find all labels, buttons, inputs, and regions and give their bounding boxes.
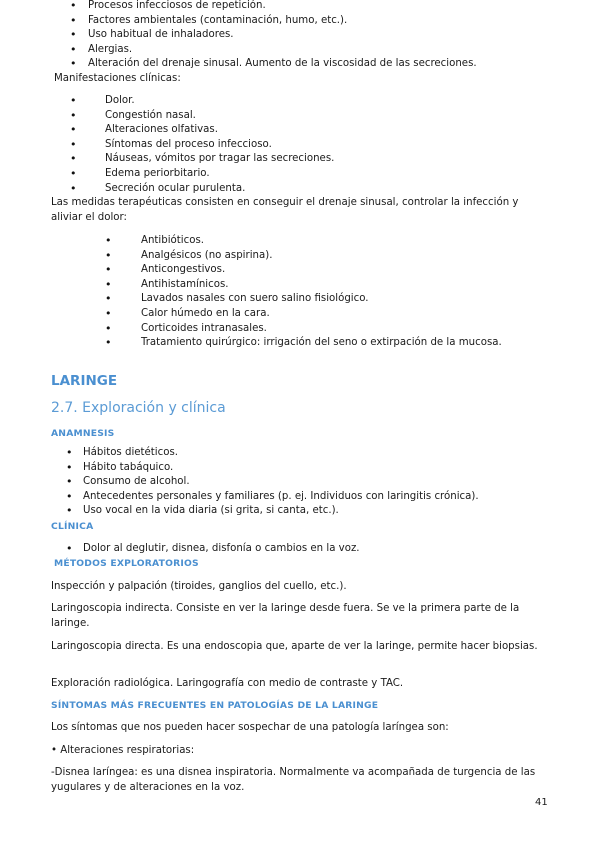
- list-item: • Congestión nasal.: [0, 109, 334, 124]
- list-item: • Náuseas, vómitos por tragar las secreciones.: [0, 152, 334, 167]
- causes-list: [0, 0, 477, 72]
- list-item: • Uso habitual de inhaladores.: [0, 28, 477, 43]
- list-item: • Síntomas del proceso infeccioso.: [0, 138, 334, 153]
- metodos-heading: MÉTODOS EXPLORATORIOS: [54, 558, 199, 569]
- list-item: • Alergias.: [0, 43, 477, 58]
- radiologica-paragraph: Exploración radiológica. Laringografía con medio de contraste y TAC.: [51, 678, 404, 689]
- chapter-heading: LARINGE: [51, 373, 118, 389]
- list-item: • Tratamiento quirúrgico: irrigación del seno o extirpación de la mucosa.: [0, 336, 502, 351]
- manifestaciones-list: [0, 94, 334, 196]
- list-item: • Calor húmedo en la cara.: [0, 307, 502, 322]
- laringoscopia-indirecta-paragraph: Laringoscopia indirecta. Consiste en ver la laringe desde fuera. Se ve la primera parte de la laringe.: [51, 603, 520, 629]
- clinica-list: [0, 542, 360, 557]
- list-item: • Uso vocal en la vida diaria (si grita, si canta, etc.).: [0, 504, 479, 519]
- list-item: • Antecedentes personales y familiares (p. ej. Individuos con laringitis crónica).: [0, 490, 479, 505]
- list-item: • Antihistamínicos.: [0, 278, 502, 293]
- anamnesis-list: [0, 446, 479, 519]
- list-item: • Antibióticos.: [0, 234, 502, 249]
- list-item: • Secreción ocular purulenta.: [0, 182, 334, 197]
- list-item: • Dolor.: [0, 94, 334, 109]
- list-item: • Edema periorbitario.: [0, 167, 334, 182]
- list-item: • Anticongestivos.: [0, 263, 502, 278]
- page-number: 41: [535, 797, 548, 808]
- list-item: • Dolor al deglutir, disnea, disfonía o cambios en la voz.: [0, 542, 360, 557]
- section-heading: 2.7. Exploración y clínica: [51, 400, 226, 416]
- medidas-paragraph: Las medidas terapéuticas consisten en conseguir el drenaje sinusal, controlar la infección y aliviar el dolor:: [51, 197, 519, 223]
- inspeccion-paragraph: Inspección y palpación (tiroides, ganglios del cuello, etc.).: [51, 581, 347, 592]
- clinica-heading: CLÍNICA: [51, 521, 94, 532]
- list-item: • Hábito tabáquico.: [0, 461, 479, 476]
- list-item: • Corticoides intranasales.: [0, 322, 502, 337]
- list-item: • Hábitos dietéticos.: [0, 446, 479, 461]
- respiratorias-paragraph: • Alteraciones respiratorias:: [51, 745, 195, 756]
- list-item: • Factores ambientales (contaminación, humo, etc.).: [0, 14, 477, 29]
- manifestaciones-heading: Manifestaciones clínicas:: [54, 73, 181, 84]
- list-item: • Alteraciones olfativas.: [0, 123, 334, 138]
- list-item: • Procesos infecciosos de repetición.: [0, 0, 477, 14]
- laringoscopia-directa-paragraph: Laringoscopia directa. Es una endoscopia que, aparte de ver la laringe, permite hacer biopsias.: [51, 641, 538, 652]
- sintomas-heading: SÍNTOMAS MÁS FRECUENTES EN PATOLOGÍAS DE LA LARINGE: [51, 700, 379, 711]
- list-item: • Consumo de alcohol.: [0, 475, 479, 490]
- list-item: • Analgésicos (no aspirina).: [0, 249, 502, 264]
- medidas-list: [0, 234, 502, 351]
- sintomas-paragraph: Los síntomas que nos pueden hacer sospechar de una patología laríngea son:: [51, 722, 449, 733]
- anamnesis-heading: ANAMNESIS: [51, 428, 115, 439]
- list-item: • Alteración del drenaje sinusal. Aumento de la viscosidad de las secreciones.: [0, 57, 477, 72]
- disnea-paragraph: -Disnea laríngea: es una disnea inspiratoria. Normalmente va acompañada de turgencia de las yugulares y de alteraciones en la voz.: [51, 767, 536, 793]
- list-item: • Lavados nasales con suero salino fisiológico.: [0, 292, 502, 307]
